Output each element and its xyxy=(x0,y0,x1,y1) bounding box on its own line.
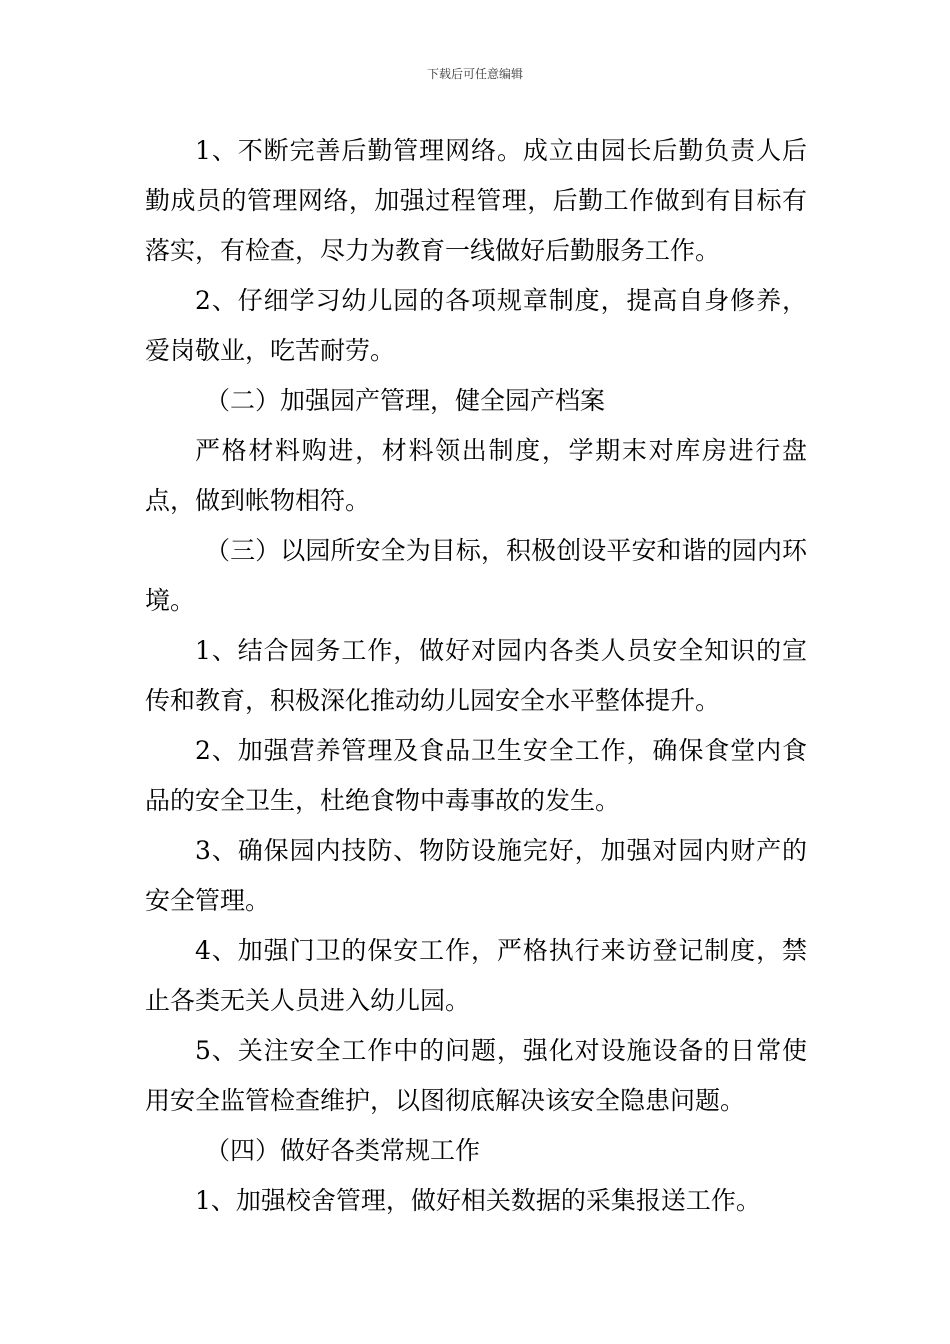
document-body xyxy=(145,126,807,1226)
paragraph: 3、确保园内技防、物防设施完好，加强对园内财产的安全管理。 xyxy=(145,836,807,915)
page-header-note: 下载后可任意编辑 xyxy=(426,67,523,81)
paragraph: 严格材料购进，材料领出制度，学期末对库房进行盘点，做到帐物相符。 xyxy=(145,436,807,515)
paragraph: 4、加强门卫的保安工作，严格执行来访登记制度，禁止各类无关人员进入幼儿园。 xyxy=(145,936,807,1015)
paragraph: 2、仔细学习幼儿园的各项规章制度，提高自身修养，爱岗敬业，吃苦耐劳。 xyxy=(145,286,807,365)
paragraph: 1、不断完善后勤管理网络。成立由园长后勤负责人后勤成员的管理网络，加强过程管理，后勤工作做到有目标有落实，有检查，尽力为教育一线做好后勤服务工作。 xyxy=(145,136,807,265)
paragraph: 1、加强校舍管理，做好相关数据的采集报送工作。 xyxy=(195,1186,761,1215)
paragraph: 1、结合园务工作，做好对园内各类人员安全知识的宣传和教育，积极深化推动幼儿园安全水平整体提升。 xyxy=(145,636,807,715)
paragraph: 5、关注安全工作中的问题，强化对设施设备的日常使用安全监管检查维护，以图彻底解决该安全隐患问题。 xyxy=(145,1036,807,1115)
paragraph: 2、加强营养管理及食品卫生安全工作，确保食堂内食品的安全卫生，杜绝食物中毒事故的发生。 xyxy=(145,736,807,815)
section-heading: （二）加强园产管理，健全园产档案 xyxy=(205,386,606,415)
section-heading: （三）以园所安全为目标，积极创设平安和谐的园内环境。 xyxy=(145,536,807,615)
section-heading: （四）做好各类常规工作 xyxy=(205,1136,481,1165)
